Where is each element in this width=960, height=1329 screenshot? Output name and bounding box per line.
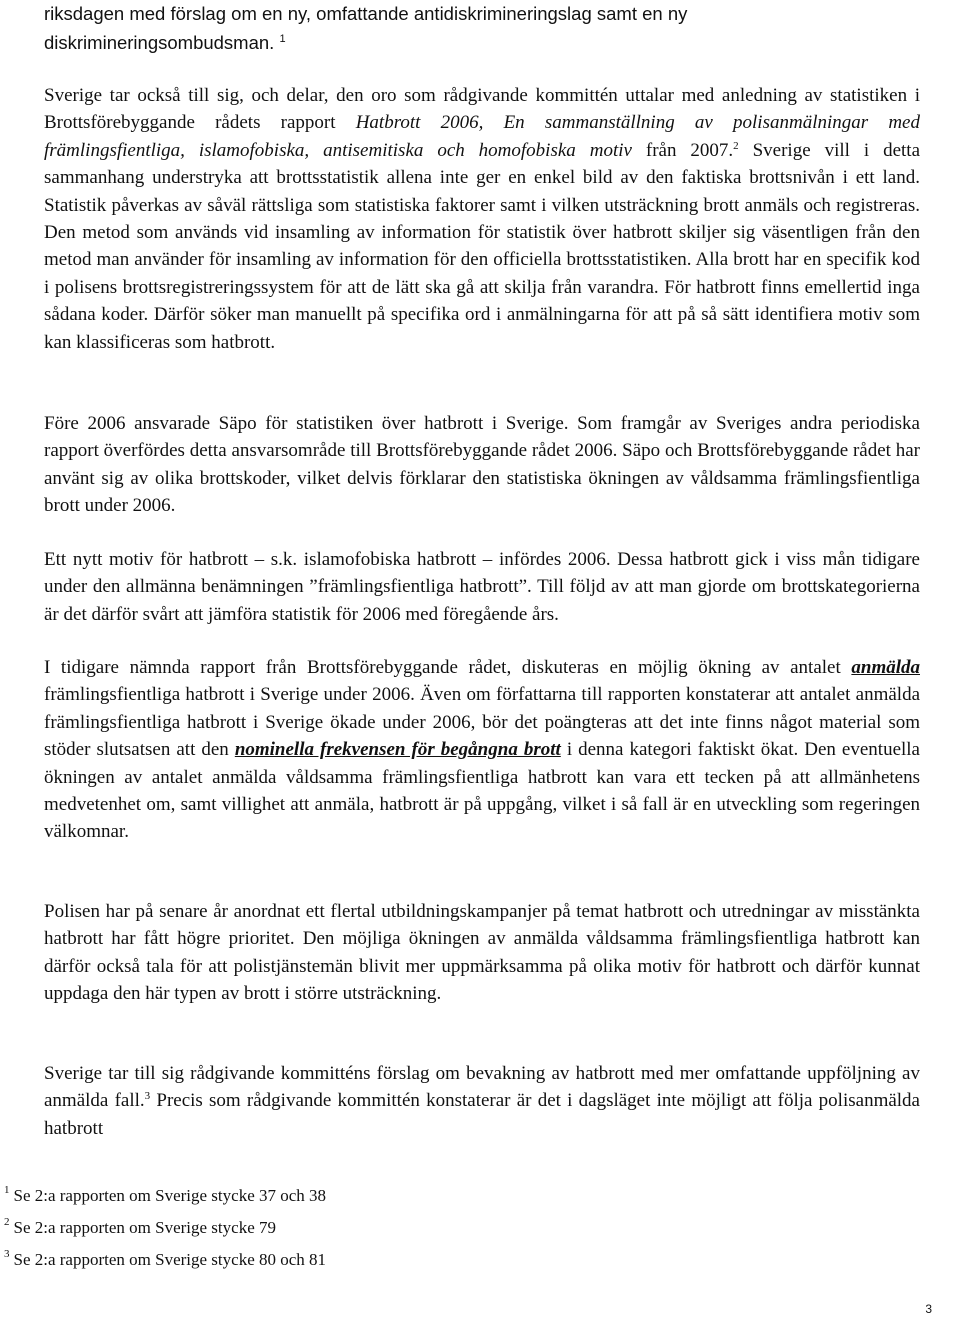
paragraph-new-motive bbox=[44, 546, 920, 628]
paragraph-police bbox=[44, 898, 920, 1008]
footnote-text: Se 2:a rapporten om Sverige stycke 37 och 38 bbox=[13, 1186, 327, 1205]
paragraph-text: riksdagen med förslag om en ny, omfattande antidiskrimineringslag samt en ny diskrimineringsombudsman. bbox=[44, 3, 688, 53]
footnote-ref-2[interactable]: 2 bbox=[733, 139, 739, 152]
footnote-number: 1 bbox=[4, 1184, 10, 1196]
emphasis-reported: anmälda bbox=[851, 657, 920, 678]
paragraph-text: Sverige tar till sig rådgivande kommitténs förslag om bevakning av hatbrott med mer omfattande uppföljning av anmälda fall. bbox=[44, 1063, 920, 1112]
footnote-ref-1[interactable]: 1 bbox=[279, 33, 286, 45]
emphasis-nominal-frequency: nominella frekvensen för begångna brott bbox=[234, 739, 561, 761]
paragraph-text: I tidigare nämnda rapport från Brottsförebyggande rådet, diskuteras en möjlig ökning av antalet bbox=[44, 657, 852, 678]
paragraph-monitoring bbox=[44, 1060, 920, 1142]
footnote-text: Se 2:a rapporten om Sverige stycke 80 och 81 bbox=[13, 1250, 327, 1269]
paragraph-text: Sverige vill i detta sammanhang understryka att brottsstatistik allena inte ger en enkel bild av den faktiska brottsnivån i ett land. Statistik påverkas av såväl rättsliga som statistiska faktorer samt i vilken utsträckning brott anmäls och registreras. Den metod som används vid insamling av information för statistik över hatbrott skiljer sig väsentligen från den metod man använder för insamling av information för den officiella brottsstatistiken. Alla brott har en specifik kod i polisens brottsregistreringssystem för att de lätt ska gå att skilja från varandra. För hatbrott finns emellertid inga sådana koder. Därför söker man manuellt på specifika ord i anmälningarna för att på så sätt identifiera motiv som kan klassificeras som hatbrott. bbox=[44, 139, 920, 353]
paragraph-statistics bbox=[44, 82, 920, 356]
footnote-3 bbox=[4, 1250, 326, 1270]
paragraph-text: främlingsfientliga hatbrott i Sverige under 2006. Även om författarna till rapporten konstaterar att antalet anmälda främlingsfientliga hatbrott i Sverige ökade under 2006, bör det poängteras att det inte finns något material som stöder slutsatsen att den bbox=[44, 684, 920, 761]
paragraph-text: Ett nytt motiv för hatbrott – s.k. islamofobiska hatbrott – infördes 2006. Dessa hatbrott gick i viss mån tidigare under den allmänna benämningen ”främlingsfientliga hatbrott”. Till följd av att man gjorde om brottskategorierna är det därför svårt att jämföra statistik för 2006 med föregående års. bbox=[44, 549, 920, 625]
report-title: Hatbrott 2006, En sammanställning av polisanmälningar med främlingsfientliga, islamofobiska, antisemitiska och homofobiska motiv bbox=[44, 112, 920, 161]
footnote-number: 2 bbox=[4, 1216, 10, 1228]
paragraph-text: Sverige tar också till sig, och delar, den oro som rådgivande kommittén uttalar med anledning av statistiken i Brottsförebyggande rådets rapport bbox=[44, 85, 920, 134]
footnote-1 bbox=[4, 1186, 326, 1206]
footnote-ref-3[interactable]: 3 bbox=[144, 1090, 151, 1103]
paragraph-text: Precis som rådgivande kommittén konstaterar är det i dagsläget inte möjligt att följa polisanmälda hatbrott bbox=[44, 1090, 920, 1139]
paragraph-text: Före 2006 ansvarade Säpo för statistiken över hatbrott i Sverige. Som framgår av Sveriges andra periodiska rapport överfördes detta ansvarsområde till Brottsförebyggande rådet 2006. Säpo och Brottsförebyggande rådet har använt sig av olika brottskoder, vilket delvis förklarar den statistiska ökningen av våldsamma främlingsfientliga brott under 2006. bbox=[44, 413, 920, 517]
footnote-2 bbox=[4, 1218, 276, 1238]
paragraph-text: från 2007. bbox=[631, 139, 734, 161]
footnote-text: Se 2:a rapporten om Sverige stycke 79 bbox=[13, 1218, 276, 1237]
page-number: 3 bbox=[925, 1302, 932, 1316]
paragraph-text: i denna kategori faktiskt ökat. Den eventuella ökningen av antalet anmälda våldsamma främlingsfientliga hatbrott kan vara ett tecken på att allmänhetens medvetenhet om, samt villighet att anmäla, hatbrott är på uppgång, vilket i så fall är en utveckling som regeringen välkomnar. bbox=[44, 739, 920, 843]
paragraph-text: Polisen har på senare år anordnat ett flertal utbildningskampanjer på temat hatbrott och utredningar av misstänkta hatbrott har fått högre prioritet. Den möjliga ökningen av anmälda våldsamma främlingsfientliga hatbrott kan därför också tala för att polistjänstemän blivit mer uppmärksamma på olika motiv för hatbrott och därför kunnat uppdaga den här typen av brott i större utsträckning. bbox=[44, 901, 920, 1005]
paragraph-sapo bbox=[44, 410, 920, 520]
paragraph-continued bbox=[44, 0, 920, 57]
footnote-number: 3 bbox=[4, 1248, 10, 1260]
paragraph-report-discussion bbox=[44, 654, 920, 846]
